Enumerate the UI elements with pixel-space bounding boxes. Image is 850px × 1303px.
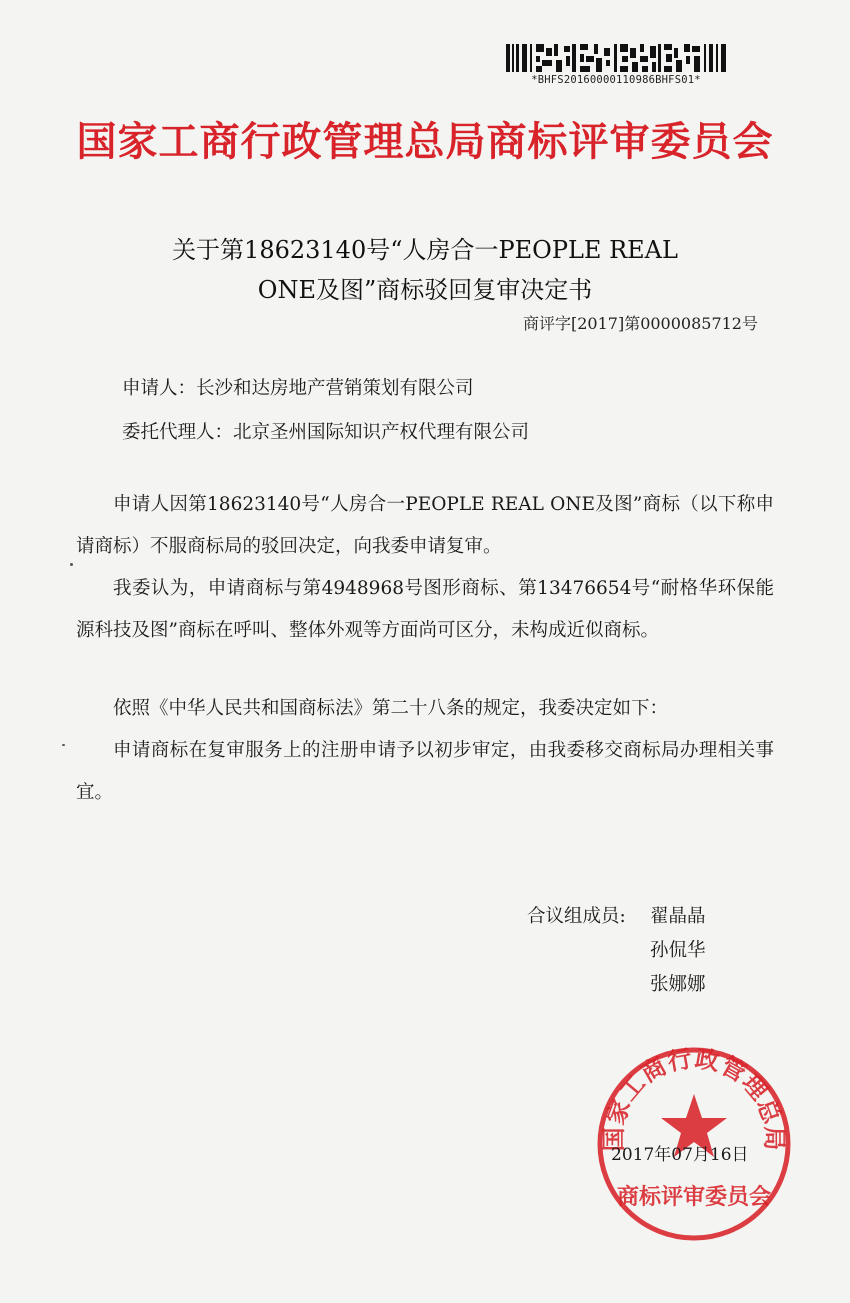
panel-label: 合议组成员: bbox=[527, 906, 626, 927]
seal-bottom-text: 商标评审委员会 bbox=[616, 1185, 772, 1210]
panel-member: 翟晶晶 bbox=[650, 906, 706, 927]
scan-speck bbox=[70, 563, 73, 566]
agent-line: 委托代理人：北京圣州国际知识产权代理有限公司 bbox=[122, 422, 530, 443]
letterhead-title: 国家工商行政管理总局商标评审委员会 bbox=[76, 119, 774, 165]
panel-member: 张娜娜 bbox=[650, 974, 706, 995]
paragraph-legal-basis: 依照《中华人民共和国商标法》第二十八条的规定，我委决定如下： bbox=[113, 698, 669, 719]
document-number: 商评字[2017]第0000085712号 bbox=[522, 314, 758, 333]
paragraph-reasoning: 我委认为，申请商标与第4948968号图形商标、第13476654号“耐格华环保能源科技及图”商标在呼叫、整体外观等方面尚可区分，未构成近似商标。 bbox=[76, 578, 774, 641]
barcode-graphic bbox=[506, 44, 726, 72]
seal-ring-text: 国家工商行政管理总局 bbox=[599, 1044, 789, 1152]
scan-speck bbox=[62, 744, 65, 746]
barcode-number: *BHFS20160000110986BHFS01* bbox=[531, 74, 701, 86]
document-title-line-1: 关于第18623140号“人房合一PEOPLE REAL bbox=[172, 236, 678, 264]
paragraph-decision: 申请商标在复审服务上的注册申请予以初步审定，由我委移交商标局办理相关事宜。 bbox=[76, 740, 774, 803]
paragraph-application: 申请人因第18623140号“人房合一PEOPLE REAL ONE及图”商标（以下称申请商标）不服商标局的驳回决定，向我委申请复审。 bbox=[76, 494, 774, 557]
applicant-line: 申请人：长沙和达房地产营销策划有限公司 bbox=[122, 378, 474, 399]
document-title-line-2: ONE及图”商标驳回复审决定书 bbox=[257, 276, 593, 304]
signing-date: 2017年07月16日 bbox=[611, 1145, 749, 1165]
panel-member: 孙侃华 bbox=[650, 940, 706, 961]
